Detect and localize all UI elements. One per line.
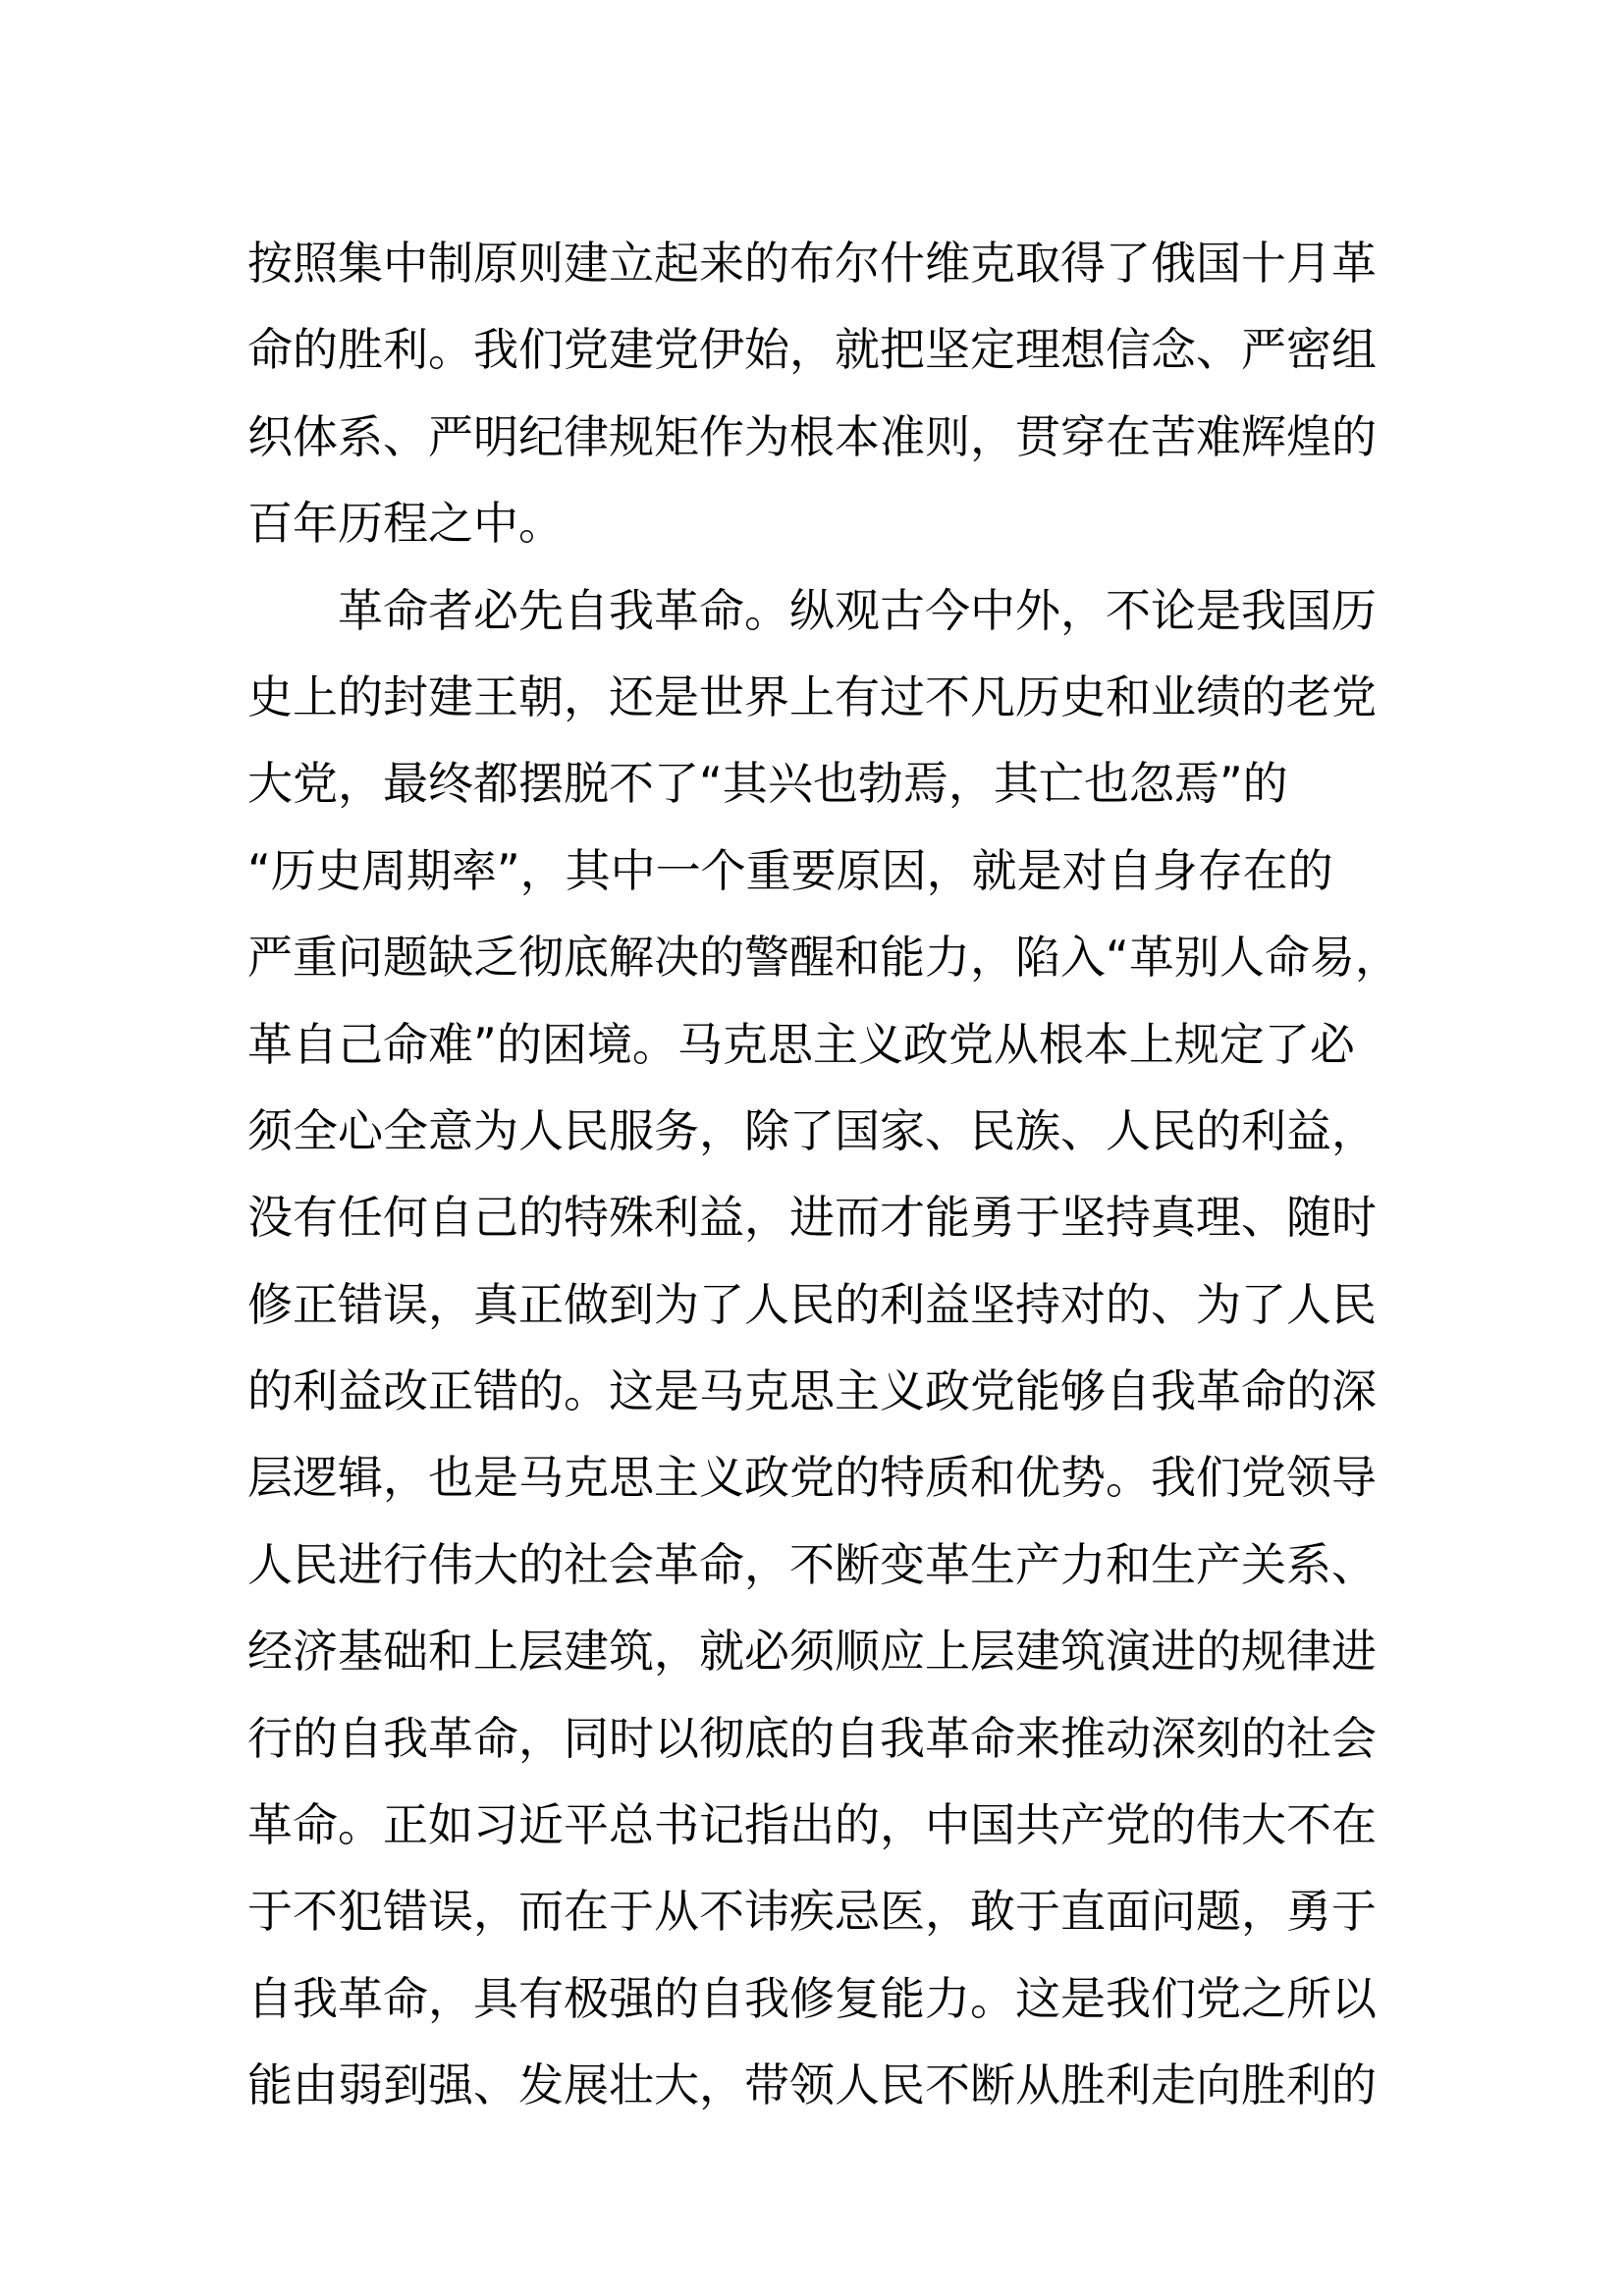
text-line: 修正错误，真正做到为了人民的利益坚持对的、为了人民 [247,1277,1377,1331]
text-line: 百年历程之中。 [247,497,564,551]
body-text [247,220,1400,2129]
text-line: 的利益改正错的。这是马克思主义政党能够自我革命的深 [247,1364,1377,1418]
text-line: 层逻辑，也是马克思主义政党的特质和优势。我们党领导 [247,1451,1377,1505]
text-line: 革命者必先自我革命。纵观古今中外，不论是我国历 [338,583,1377,637]
text-line: “历史周期率”，其中一个重要原因，就是对自身存在的 [247,843,1333,897]
text-line: 行的自我革命，同时以彻底的自我革命来推动深刻的社会 [247,1711,1377,1765]
text-line: 没有任何自己的特殊利益，进而才能勇于坚持真理、随时 [247,1191,1377,1245]
text-line: 能由弱到强、发展壮大，带领人民不断从胜利走向胜利的 [247,2058,1377,2112]
text-line: 命的胜利。我们党建党伊始，就把坚定理想信念、严密组 [247,323,1377,377]
text-line: 织体系、严明纪律规矩作为根本准则，贯穿在苦难辉煌的 [247,409,1377,463]
text-line: 按照集中制原则建立起来的布尔什维克取得了俄国十月革 [247,237,1377,290]
text-line: 人民进行伟大的社会革命，不断变革生产力和生产关系、 [247,1537,1377,1591]
text-line: 大党，最终都摆脱不了“其兴也勃焉，其亡也忽焉”的 [247,757,1288,811]
text-line: 严重问题缺乏彻底解决的警醒和能力，陷入“革别人命易， [247,931,1400,985]
text-line: 经济基础和上层建筑，就必须顺应上层建筑演进的规律进 [247,1625,1377,1679]
text-line: 史上的封建王朝，还是世界上有过不凡历史和业绩的老党 [247,669,1377,723]
text-line: 革自己命难”的困境。马克思主义政党从根本上规定了必 [247,1017,1355,1071]
text-line: 于不犯错误，而在于从不讳疾忌医，敢于直面问题，勇于 [247,1885,1377,1939]
text-line: 革命。正如习近平总书记指出的，中国共产党的伟大不在 [247,1798,1377,1852]
text-line: 须全心全意为人民服务，除了国家、民族、人民的利益， [247,1103,1377,1157]
text-line: 自我革命，具有极强的自我修复能力。这是我们党之所以 [247,1971,1377,2025]
